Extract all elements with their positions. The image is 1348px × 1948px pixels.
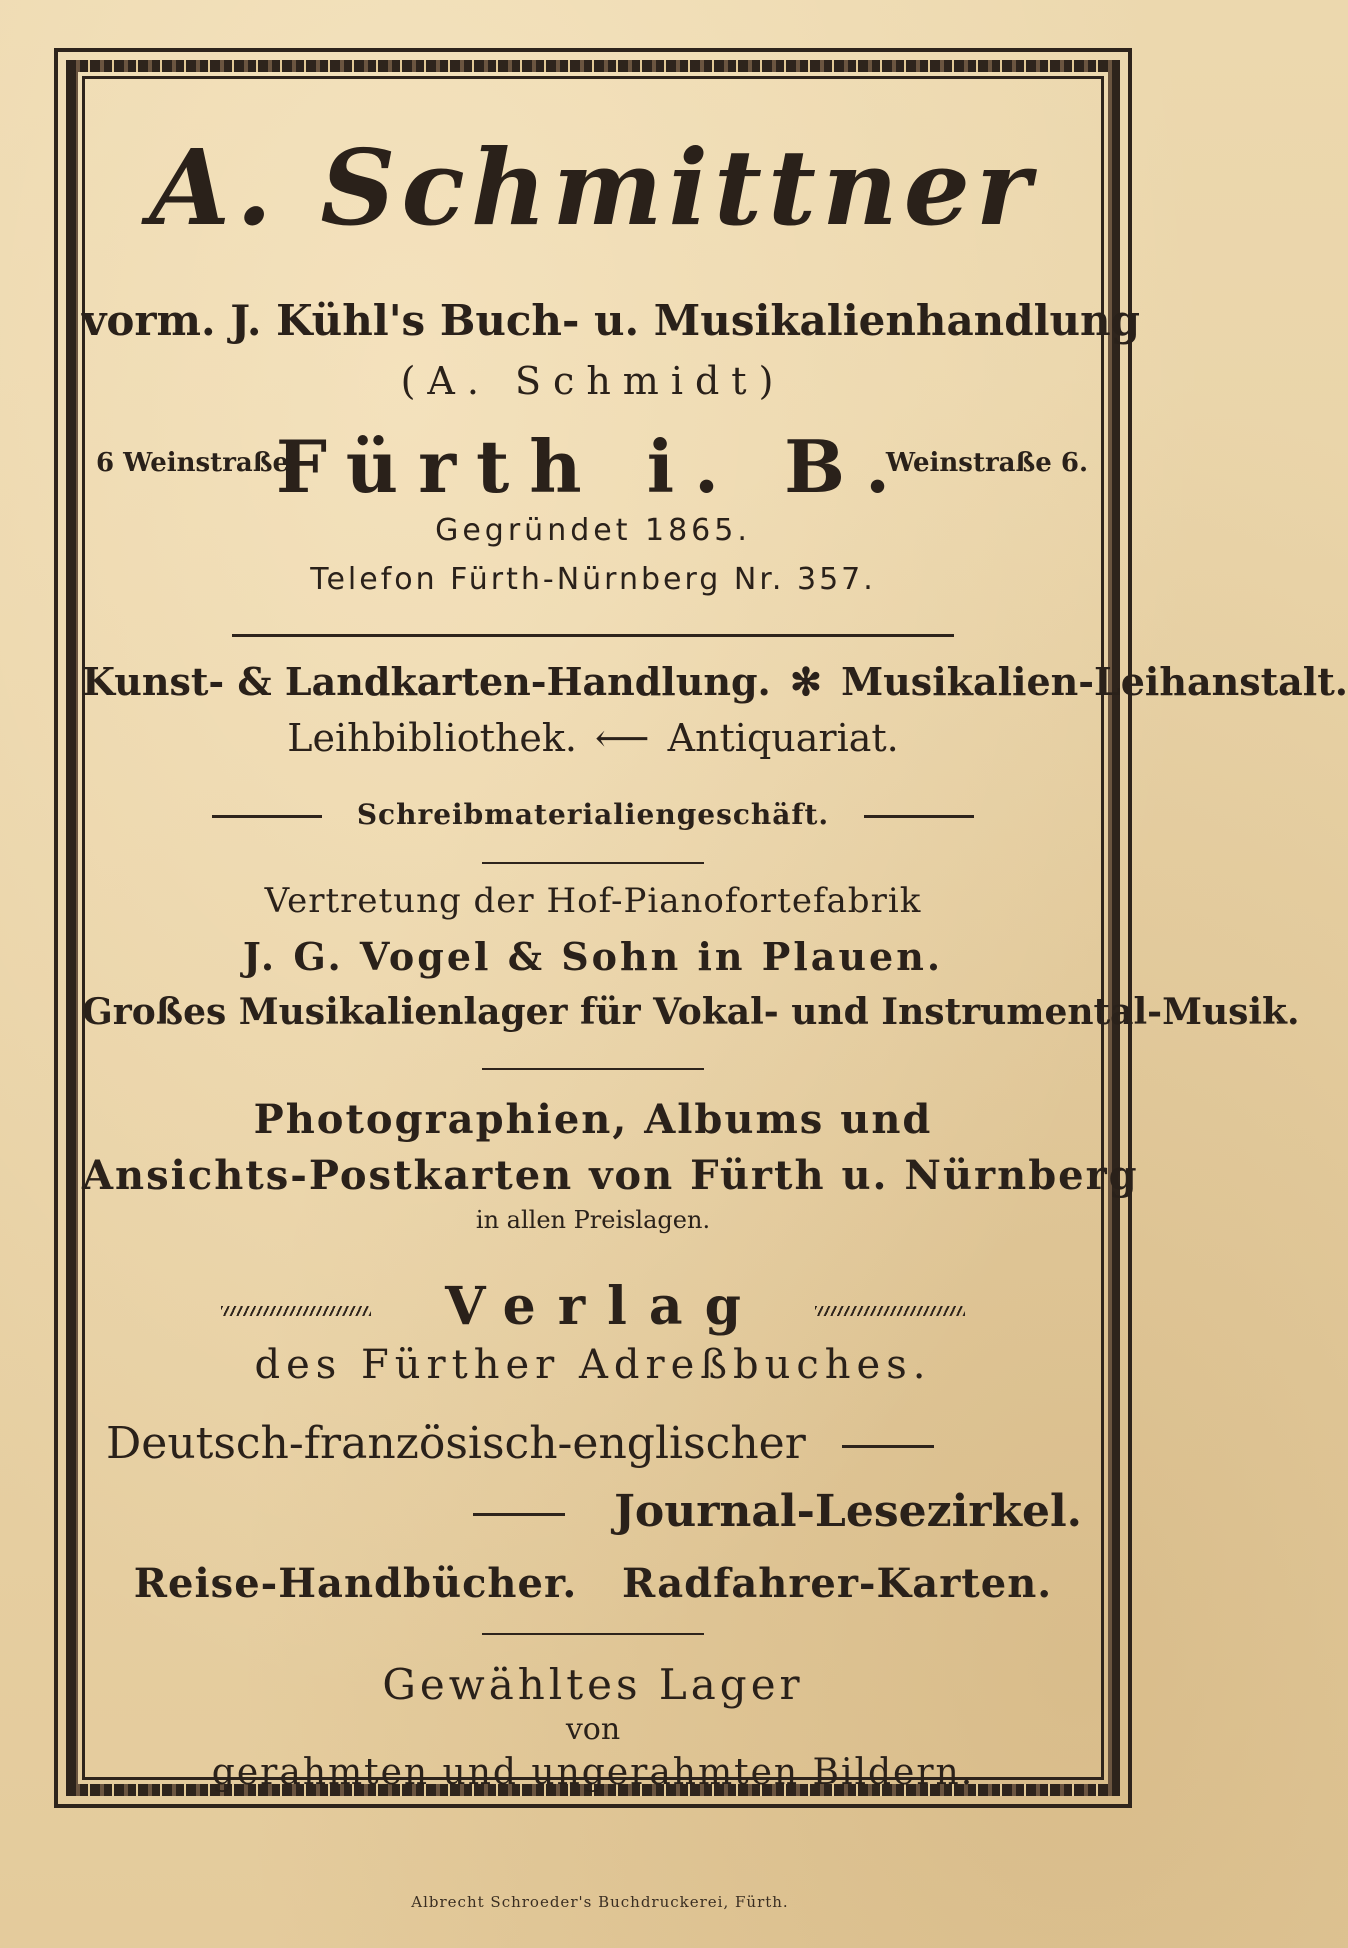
photos-line-2: Ansichts-Postkarten von Fürth u. Nürnberg [82,1152,1139,1199]
city-name: Fürth i. B. [275,424,911,509]
journal-line-2 [473,1486,1082,1537]
address-right: Weinstraße 6. [885,448,1088,478]
photos-line-1: Photographien, Albums und [253,1096,933,1143]
dash-left [473,1513,565,1516]
agency-line-1: Vertretung der Hof-Pianofortefabrik [264,881,922,921]
section-divider [482,1631,704,1635]
dash-right [864,815,974,818]
art-shop: Kunst- & Landkarten-Handlung. [82,659,771,704]
hatch-left [221,1306,371,1316]
section-divider [232,634,954,637]
journal-languages: Deutsch-französisch-englischer [106,1418,806,1469]
founded-year: Gegründet 1865. [435,513,751,548]
pictures-line-1: Gewähltes Lager [382,1660,804,1709]
lending-library: Leihbibliothek. [287,716,577,760]
photos-line-3: in allen Preislagen. [475,1206,711,1234]
arrow-ornament: ⟵ [595,716,650,760]
agency-line-2: J. G. Vogel & Sohn in Plauen. [242,934,944,979]
services-library [82,716,1104,760]
owner-name: (A. Schmidt) [400,359,786,403]
hatch-right [815,1306,965,1316]
section-divider [482,1066,704,1070]
dash-right [842,1445,934,1448]
stationery-label: Schreibmaterialiengeschäft. [356,798,830,831]
travel-maps: Reise-Handbücher. Radfahrer-Karten. [133,1560,1053,1607]
verlag-label: Verlag [445,1276,763,1337]
publishing-heading [82,1276,1104,1337]
journal-line-1 [106,1418,934,1469]
star-ornament: ✻ [790,659,822,704]
shop-subtitle: vorm. J. Kühl's Buch- u. Musikalienhandlung [82,296,1140,345]
printer-credit: Albrecht Schroeder's Buchdruckerei, Fürth. [411,1893,789,1911]
pictures-line-2: von [565,1712,621,1747]
services-stationery [82,798,1104,831]
services-art [82,659,1348,704]
shop-title: A. Schmittner [149,126,1037,249]
section-divider [482,860,704,864]
pictures-line-3: gerahmten und ungerahmten Bildern. [211,1752,975,1793]
antiquarian: Antiquariat. [667,716,899,760]
agency-line-3: Großes Musikalienlager für Vokal- und Instrumental-Musik. [82,991,1300,1033]
publishing-directory: des Fürther Adreßbuches. [254,1342,932,1388]
address-left: 6 Weinstraße [96,448,290,478]
dash-left [212,815,322,818]
journal-circle: Journal-Lesezirkel. [614,1486,1082,1537]
telephone: Telefon Fürth-Nürnberg Nr. 357. [310,562,876,597]
advertisement-content [82,76,1348,1793]
music-lending: Musikalien-Leihanstalt. [841,659,1348,704]
